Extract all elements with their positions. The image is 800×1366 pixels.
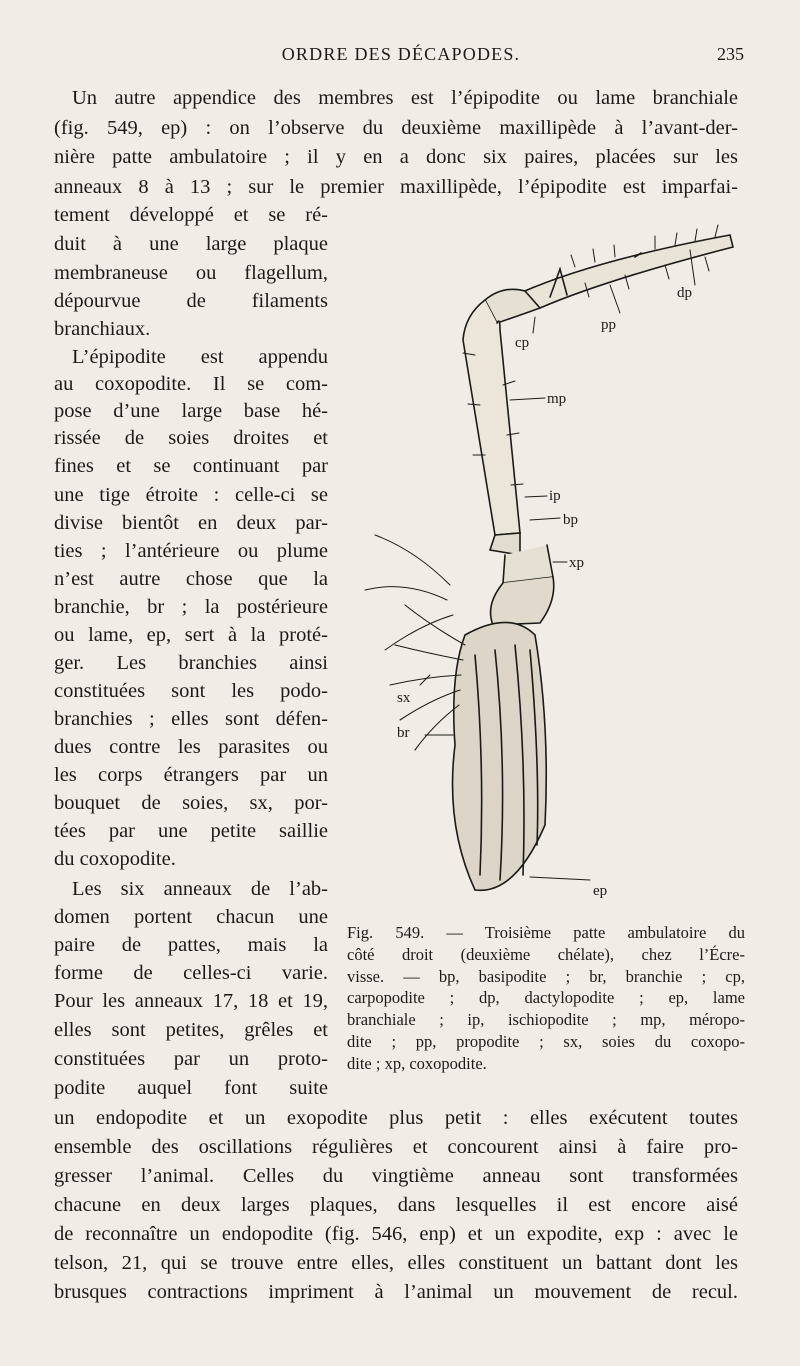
- text-line: constituées par un proto-: [54, 1048, 328, 1070]
- text-line: forme de celles-ci varie.: [54, 962, 328, 984]
- text-line: gresser l’animal. Celles du vingtième anneau sont transformées: [54, 1165, 738, 1187]
- text-line: ger. Les branchies ainsi: [54, 652, 328, 674]
- text-line: ou lame, ep, sert à la proté-: [54, 624, 328, 646]
- text-line: anneaux 8 à 13 ; sur le premier maxillipède, l’épipodite est imparfai-: [54, 176, 738, 198]
- caption-line: Fig. 549. — Troisième patte ambulatoire du: [347, 923, 745, 942]
- page-number: 235: [717, 44, 744, 64]
- text-line: un endopodite et un exopodite plus petit : elles exécutent toutes: [54, 1107, 738, 1129]
- leg-drawing: [365, 225, 733, 890]
- text-line: rissée de soies droites et: [54, 427, 328, 449]
- text-line: tement développé et se ré-: [54, 204, 328, 226]
- text-line: fines et se continuant par: [54, 455, 328, 477]
- text-line: dépourvue de filaments: [54, 290, 328, 312]
- caption-line: dite ; xp, coxopodite.: [347, 1053, 487, 1073]
- label-ip: ip: [549, 488, 561, 504]
- label-sx: sx: [397, 690, 411, 706]
- text-line: Pour les anneaux 17, 18 et 19,: [54, 990, 328, 1012]
- text-line: duit à une large plaque: [54, 233, 328, 255]
- caption-line: carpopodite ; dp, dactylopodite ; ep, lame: [347, 988, 745, 1008]
- label-dp: dp: [677, 285, 692, 301]
- label-mp: mp: [547, 391, 567, 407]
- label-ep: ep: [593, 883, 608, 899]
- text-line: ensemble des oscillations régulières et concourent ainsi à faire pro-: [54, 1136, 738, 1158]
- text-line: branchiaux.: [54, 318, 151, 340]
- label-xp: xp: [569, 555, 584, 571]
- text-line: nière patte ambulatoire ; il y en a donc six paires, placées sur les: [54, 146, 738, 168]
- crayfish-leg-illustration: [335, 205, 755, 910]
- text-line: une tige étroite : celle-ci se: [54, 484, 328, 506]
- text-line: podite auquel font suite: [54, 1077, 328, 1099]
- text-line: du coxopodite.: [54, 848, 176, 870]
- caption-line: branchiale ; ip, ischiopodite ; mp, méropo-: [347, 1010, 745, 1030]
- text-line: les corps étrangers par un: [54, 764, 328, 786]
- text-line: de reconnaître un endopodite (fig. 546, enp) et un expodite, exp : avec le: [54, 1223, 738, 1245]
- text-line: paire de pattes, mais la: [54, 934, 328, 956]
- label-br: br: [397, 725, 410, 741]
- text-line: branchies ; elles sont défen-: [54, 708, 328, 730]
- crayfish-leg-figure: [335, 205, 755, 910]
- text-line: membraneuse ou flagellum,: [54, 262, 328, 284]
- text-line: branchie, br ; la postérieure: [54, 596, 328, 618]
- caption-line: côté droit (deuxième chélate), chez l’Écre-: [347, 944, 745, 964]
- label-bp: bp: [563, 512, 578, 528]
- label-cp: cp: [515, 335, 530, 351]
- text-line: pose d’une large base hé-: [54, 400, 328, 422]
- text-line: n’est autre chose que la: [54, 568, 328, 590]
- text-line: Un autre appendice des membres est l’épipodite ou lame branchiale: [72, 87, 738, 109]
- text-line: tées par une petite saillie: [54, 820, 328, 842]
- text-line: dues contre les parasites ou: [54, 736, 328, 758]
- figure-caption: [347, 922, 745, 1075]
- text-line: ties ; l’antérieure ou plume: [54, 540, 328, 562]
- text-line: Les six anneaux de l’ab-: [72, 878, 328, 900]
- running-head: [54, 44, 748, 74]
- text-line: bouquet de soies, sx, por-: [54, 792, 328, 814]
- text-line: domen portent chacun une: [54, 906, 328, 928]
- text-line: divise bientôt en deux par-: [54, 512, 328, 534]
- text-line: (fig. 549, ep) : on l’observe du deuxième maxillipède à l’avant-der-: [54, 117, 738, 139]
- caption-line: dite ; pp, propodite ; sx, soies du coxopo-: [347, 1031, 745, 1051]
- text-line: chacune en deux larges plaques, dans lesquelles il est encore aisé: [54, 1194, 738, 1216]
- caption-line: visse. — bp, basipodite ; br, branchie ; cp,: [347, 966, 745, 986]
- text-line: brusques contractions impriment à l’animal un mouvement de recul.: [54, 1281, 738, 1303]
- text-line: au coxopodite. Il se com-: [54, 373, 328, 395]
- label-pp: pp: [601, 317, 616, 333]
- text-line: constituées sont les podo-: [54, 680, 328, 702]
- text-line: L’épipodite est appendu: [72, 346, 328, 368]
- text-line: telson, 21, qui se trouve entre elles, elles constituent un battant dont les: [54, 1252, 738, 1274]
- running-title: ORDRE DES DÉCAPODES.: [281, 44, 521, 64]
- text-line: elles sont petites, grêles et: [54, 1019, 328, 1041]
